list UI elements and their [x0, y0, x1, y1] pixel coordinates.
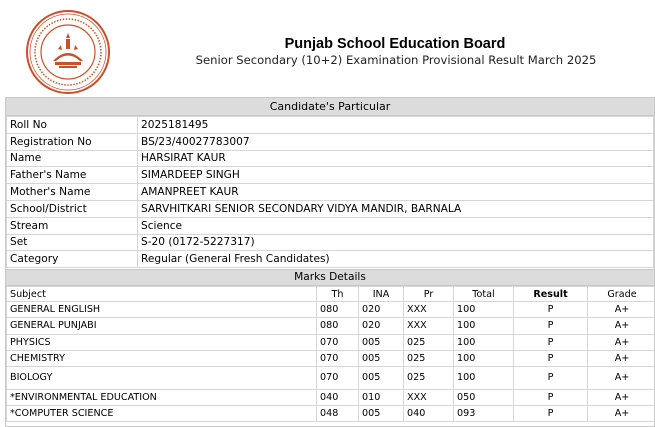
candidate-field-label: Roll No	[7, 117, 138, 134]
candidate-section-title: Candidate's Particular	[6, 98, 654, 116]
marks-cell-grade: A+	[588, 334, 655, 350]
marks-cell-th: 070	[317, 366, 359, 389]
marks-cell-result: P	[514, 406, 588, 422]
candidate-field-value: HARSIRAT KAUR	[138, 150, 654, 167]
marks-cell-grade: A+	[588, 366, 655, 389]
marks-cell-pr: 025	[404, 334, 454, 350]
marks-cell-pr: XXX	[404, 302, 454, 318]
candidate-field-value: 2025181495	[138, 117, 654, 134]
col-grade: Grade	[588, 287, 655, 302]
candidate-field-value: AMANPREET KAUR	[138, 184, 654, 201]
marks-cell-th: 070	[317, 350, 359, 366]
marks-cell-result: P	[514, 318, 588, 334]
marks-section-title: Marks Details	[6, 269, 654, 286]
candidate-field-value: Science	[138, 217, 654, 234]
candidate-row	[7, 200, 654, 217]
marks-cell-grade: A+	[588, 318, 655, 334]
marks-row	[7, 389, 655, 405]
candidate-field-value: Regular (General Fresh Candidates)	[138, 251, 654, 268]
candidate-field-label: Stream	[7, 217, 138, 234]
col-ina: INA	[359, 287, 404, 302]
marks-cell-ina: 005	[359, 406, 404, 422]
marks-cell-ina: 005	[359, 334, 404, 350]
candidate-row	[7, 251, 654, 268]
marks-cell-pr: XXX	[404, 389, 454, 405]
marks-cell-total: 100	[454, 350, 514, 366]
marks-cell-total: 100	[454, 302, 514, 318]
marks-cell-grade: A+	[588, 406, 655, 422]
marks-cell-th: 080	[317, 302, 359, 318]
candidate-field-value: S-20 (0172-5227317)	[138, 234, 654, 251]
marks-cell-subject: CHEMISTRY	[7, 350, 317, 366]
candidate-table	[6, 116, 654, 268]
marks-cell-th: 040	[317, 389, 359, 405]
candidate-field-label: Category	[7, 251, 138, 268]
marks-row	[7, 318, 655, 334]
marks-cell-th: 070	[317, 334, 359, 350]
result-panel	[5, 97, 655, 427]
candidate-field-label: Mother's Name	[7, 184, 138, 201]
candidate-field-value: BS/23/40027783007	[138, 133, 654, 150]
marks-row	[7, 350, 655, 366]
candidate-field-label: Father's Name	[7, 167, 138, 184]
marks-cell-ina: 020	[359, 318, 404, 334]
marks-cell-total: 100	[454, 366, 514, 389]
candidate-field-value: SARVHITKARI SENIOR SECONDARY VIDYA MANDIR, BARNALA	[138, 200, 654, 217]
marks-cell-pr: 025	[404, 350, 454, 366]
marks-cell-result: P	[514, 366, 588, 389]
marks-cell-grade: A+	[588, 302, 655, 318]
marks-cell-subject: PHYSICS	[7, 334, 317, 350]
marks-row	[7, 302, 655, 318]
col-pr: Pr	[404, 287, 454, 302]
marks-table	[6, 286, 655, 422]
candidate-row	[7, 167, 654, 184]
marks-cell-pr: 040	[404, 406, 454, 422]
candidate-field-label: Registration No	[7, 133, 138, 150]
marks-cell-result: P	[514, 334, 588, 350]
candidate-row	[7, 234, 654, 251]
marks-cell-th: 048	[317, 406, 359, 422]
col-total: Total	[454, 287, 514, 302]
candidate-row	[7, 117, 654, 134]
marks-cell-subject: *ENVIRONMENTAL EDUCATION	[7, 389, 317, 405]
pseb-seal-icon	[25, 9, 111, 95]
marks-cell-pr: XXX	[404, 318, 454, 334]
marks-cell-total: 093	[454, 406, 514, 422]
marks-cell-subject: GENERAL ENGLISH	[7, 302, 317, 318]
col-result: Result	[514, 287, 588, 302]
col-th: Th	[317, 287, 359, 302]
marks-cell-total: 100	[454, 334, 514, 350]
marks-cell-ina: 020	[359, 302, 404, 318]
marks-cell-result: P	[514, 389, 588, 405]
candidate-row	[7, 150, 654, 167]
marks-cell-grade: A+	[588, 350, 655, 366]
marks-cell-result: P	[514, 302, 588, 318]
board-name: Punjab School Education Board	[0, 36, 655, 52]
marks-cell-ina: 005	[359, 350, 404, 366]
marks-cell-pr: 025	[404, 366, 454, 389]
col-subject: Subject	[7, 287, 317, 302]
marks-cell-subject: BIOLOGY	[7, 366, 317, 389]
candidate-field-label: School/District	[7, 200, 138, 217]
candidate-row	[7, 133, 654, 150]
marks-row	[7, 406, 655, 422]
marks-cell-total: 050	[454, 389, 514, 405]
marks-cell-subject: *COMPUTER SCIENCE	[7, 406, 317, 422]
marks-cell-th: 080	[317, 318, 359, 334]
marks-cell-ina: 010	[359, 389, 404, 405]
candidate-row	[7, 217, 654, 234]
marks-cell-subject: GENERAL PUNJABI	[7, 318, 317, 334]
candidate-row	[7, 184, 654, 201]
exam-title: Senior Secondary (10+2) Examination Provisional Result March 2025	[0, 53, 655, 67]
marks-row	[7, 334, 655, 350]
candidate-field-label: Name	[7, 150, 138, 167]
marks-cell-grade: A+	[588, 389, 655, 405]
candidate-field-value: SIMARDEEP SINGH	[138, 167, 654, 184]
marks-cell-ina: 005	[359, 366, 404, 389]
marks-cell-result: P	[514, 350, 588, 366]
candidate-field-label: Set	[7, 234, 138, 251]
marks-cell-total: 100	[454, 318, 514, 334]
marks-row	[7, 366, 655, 389]
